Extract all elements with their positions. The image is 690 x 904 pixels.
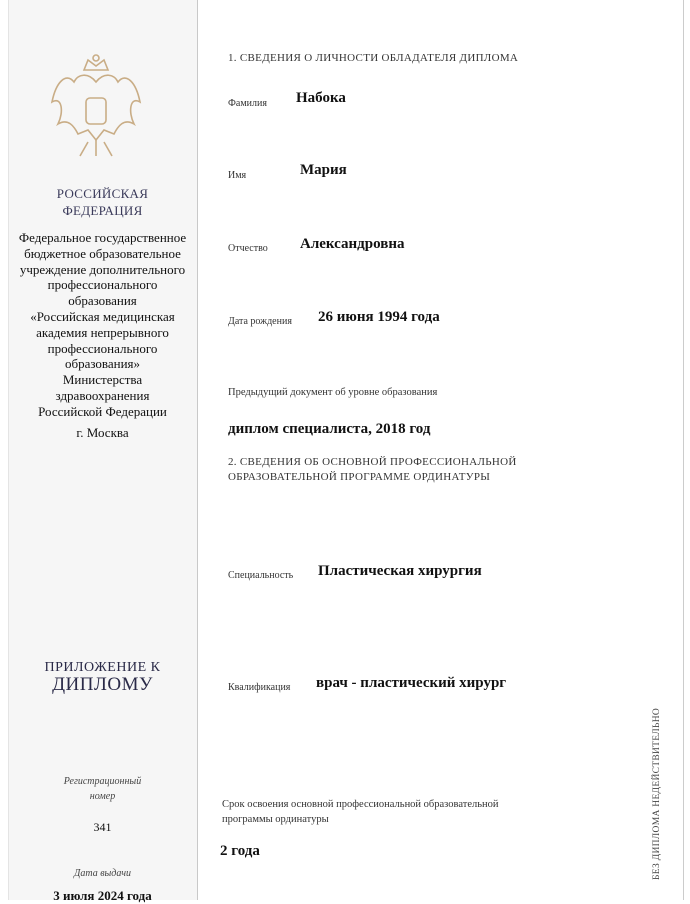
previous-document-label: Предыдущий документ об уровне образования — [228, 387, 438, 398]
city: г. Москва — [76, 425, 129, 440]
institution-line: «Российская медицинская — [30, 308, 175, 324]
institution-line: образования» — [64, 356, 141, 372]
surname-value: Набока — [296, 90, 346, 106]
previous-document-value: диплом специалиста, 2018 год — [228, 421, 431, 437]
institution-name — [8, 230, 197, 420]
specialty-label: Специальность — [228, 570, 294, 581]
institution-line: Федеральное государственное — [18, 230, 187, 245]
name-label: Имя — [228, 170, 247, 181]
qualification-label: Квалификация — [228, 682, 291, 693]
institution-line: профессионального — [47, 277, 158, 293]
appendix-title-line2: ДИПЛОМУ — [52, 674, 153, 695]
institution-line: здравоохранения — [55, 387, 150, 403]
appendix-title-line1: ПРИЛОЖЕНИЕ К — [44, 660, 161, 675]
fold-divider — [197, 0, 198, 900]
registration-number: 341 — [93, 820, 112, 834]
institution-line: учреждение дополнительного — [19, 261, 186, 277]
issue-date: 3 июля 2024 года — [53, 888, 152, 903]
registration-label-line: номер — [89, 791, 116, 802]
country-name — [8, 185, 197, 219]
duration-label-line: программы ординатуры — [222, 814, 329, 825]
registration-label-line: Регистрационный — [63, 776, 142, 787]
section1-title: 1. СВЕДЕНИЯ О ЛИЧНОСТИ ОБЛАДАТЕЛЯ ДИПЛОМА — [228, 52, 519, 64]
section2-title-line: ОБРАЗОВАТЕЛЬНОЙ ПРОГРАММЕ ОРДИНАТУРЫ — [228, 471, 491, 483]
institution-line: профессионального — [47, 340, 158, 356]
birth-date-label: Дата рождения — [228, 316, 292, 327]
institution-line: академия непрерывного — [36, 324, 169, 340]
surname-label: Фамилия — [228, 98, 267, 109]
section2-title — [228, 455, 517, 485]
coat-of-arms-emblem — [48, 52, 144, 162]
section2-title-line: 2. СВЕДЕНИЯ ОБ ОСНОВНОЙ ПРОФЕССИОНАЛЬНОЙ — [228, 456, 517, 468]
validity-note: БЕЗ ДИПЛОМА НЕДЕЙСТВИТЕЛЬНО — [652, 707, 662, 880]
duration-label-line: Срок освоения основной профессиональной образовательной — [222, 799, 499, 810]
institution-line: Российской Федерации — [38, 403, 167, 419]
institution-line: бюджетное образовательное — [24, 245, 181, 261]
page-edge — [683, 0, 684, 900]
country-line: ФЕДЕРАЦИЯ — [62, 203, 143, 218]
duration-label — [222, 797, 499, 827]
registration-label — [8, 774, 197, 804]
birth-date-value: 26 июня 1994 года — [318, 309, 440, 325]
patronymic-label: Отчество — [228, 243, 268, 254]
issue-date-label: Дата выдачи — [73, 868, 132, 879]
specialty-value: Пластическая хирургия — [318, 563, 482, 579]
name-value: Мария — [300, 162, 347, 178]
duration-value: 2 года — [220, 843, 260, 859]
patronymic-value: Александровна — [300, 236, 405, 252]
institution-line: образования — [68, 293, 137, 309]
country-line: РОССИЙСКАЯ — [56, 186, 149, 201]
qualification-value: врач - пластический хирург — [316, 675, 507, 691]
institution-line: Министерства — [62, 372, 143, 388]
